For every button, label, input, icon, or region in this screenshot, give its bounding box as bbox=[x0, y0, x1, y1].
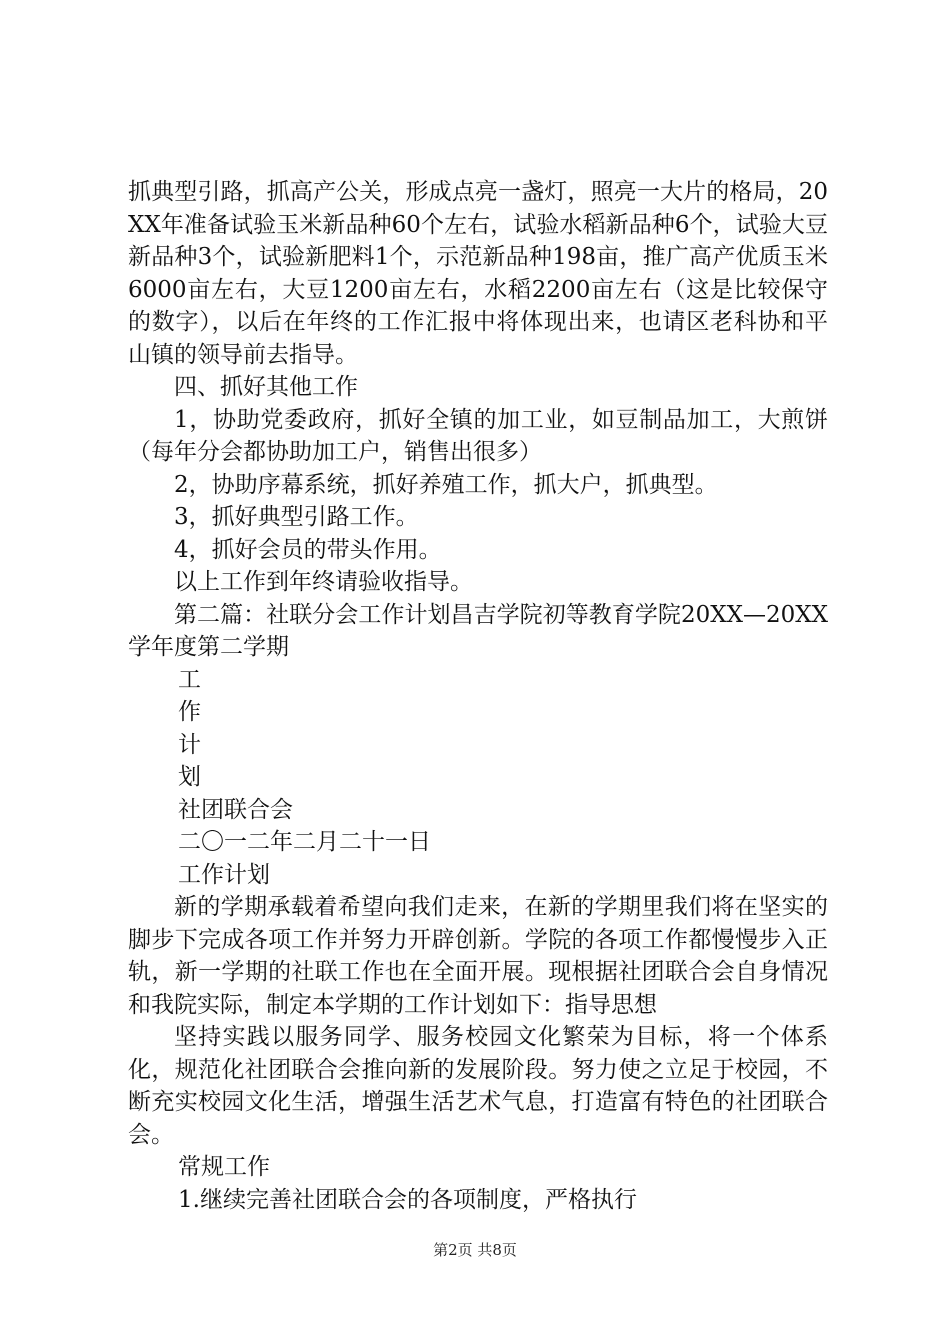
paragraph-introduction: 新的学期承载着希望向我们走来，在新的学期里我们将在坚实的脚步下完成各项工作并努力开辟创新。学院的各项工作都慢慢步入正轨，新一学期的社联工作也在全面开展。现根据社团联合会自身情况和我院实际，制定本学期的工作计划如下：指导思想 bbox=[128, 894, 828, 1018]
paragraph-guiding-thought: 坚持实践以服务同学、服务校园文化繁荣为目标，将一个体系化，规范化社团联合会推向新的发展阶段。努力使之立足于校园，不断充实校园文化生活，增强生活艺术气息，打造富有特色的社团联合会。 bbox=[128, 1024, 828, 1148]
organization-name: 社团联合会 bbox=[178, 796, 293, 823]
vertical-title-char-3: 计 bbox=[178, 731, 201, 758]
closing-line: 以上工作到年终请验收指导。 bbox=[174, 569, 473, 595]
list-item-1: 1，协助党委政府，抓好全镇的加工业，如豆制品加工，大煎饼（每年分会都协助加工户，销售出很多） bbox=[128, 406, 828, 465]
heading-section-four: 四、抓好其他工作 bbox=[174, 374, 358, 400]
list-item-3: 3，抓好典型引路工作。 bbox=[174, 504, 419, 530]
page-number-footer: 第2页 共8页 bbox=[433, 1241, 517, 1259]
routine-item-1: 1.继续完善社团联合会的各项制度，严格执行 bbox=[178, 1186, 637, 1213]
vertical-title-char-1: 工 bbox=[178, 666, 201, 693]
vertical-title-char-4: 划 bbox=[178, 764, 201, 790]
section-title-work-plan: 工作计划 bbox=[178, 861, 270, 888]
list-item-2: 2，协助序幕系统，抓好养殖工作，抓大户，抓典型。 bbox=[174, 471, 718, 498]
document-body bbox=[128, 176, 828, 1216]
chapter-two-title: 第二篇：社联分会工作计划昌吉学院初等教育学院20XX—20XX学年度第二学期 bbox=[128, 601, 828, 660]
list-item-4: 4，抓好会员的带头作用。 bbox=[174, 536, 442, 563]
paragraph-intro: 抓典型引路，抓高产公关，形成点亮一盏灯，照亮一大片的格局，20XX年准备试验玉米新品种60个左右，试验水稻新品种6个，试验大豆新品种3个，试验新肥料1个，示范新品种198亩，推广高产优质玉米6000亩左右，大豆1200亩左右，水稻2200亩左右（这是比较保守的数字），以后在年终的工作汇报中将体现出来，也请区老科协和平山镇的领导前去指导。 bbox=[128, 179, 828, 368]
vertical-title-char-2: 作 bbox=[178, 699, 201, 725]
document-date: 二〇一二年二月二十一日 bbox=[178, 829, 431, 855]
section-title-routine-work: 常规工作 bbox=[178, 1154, 270, 1180]
